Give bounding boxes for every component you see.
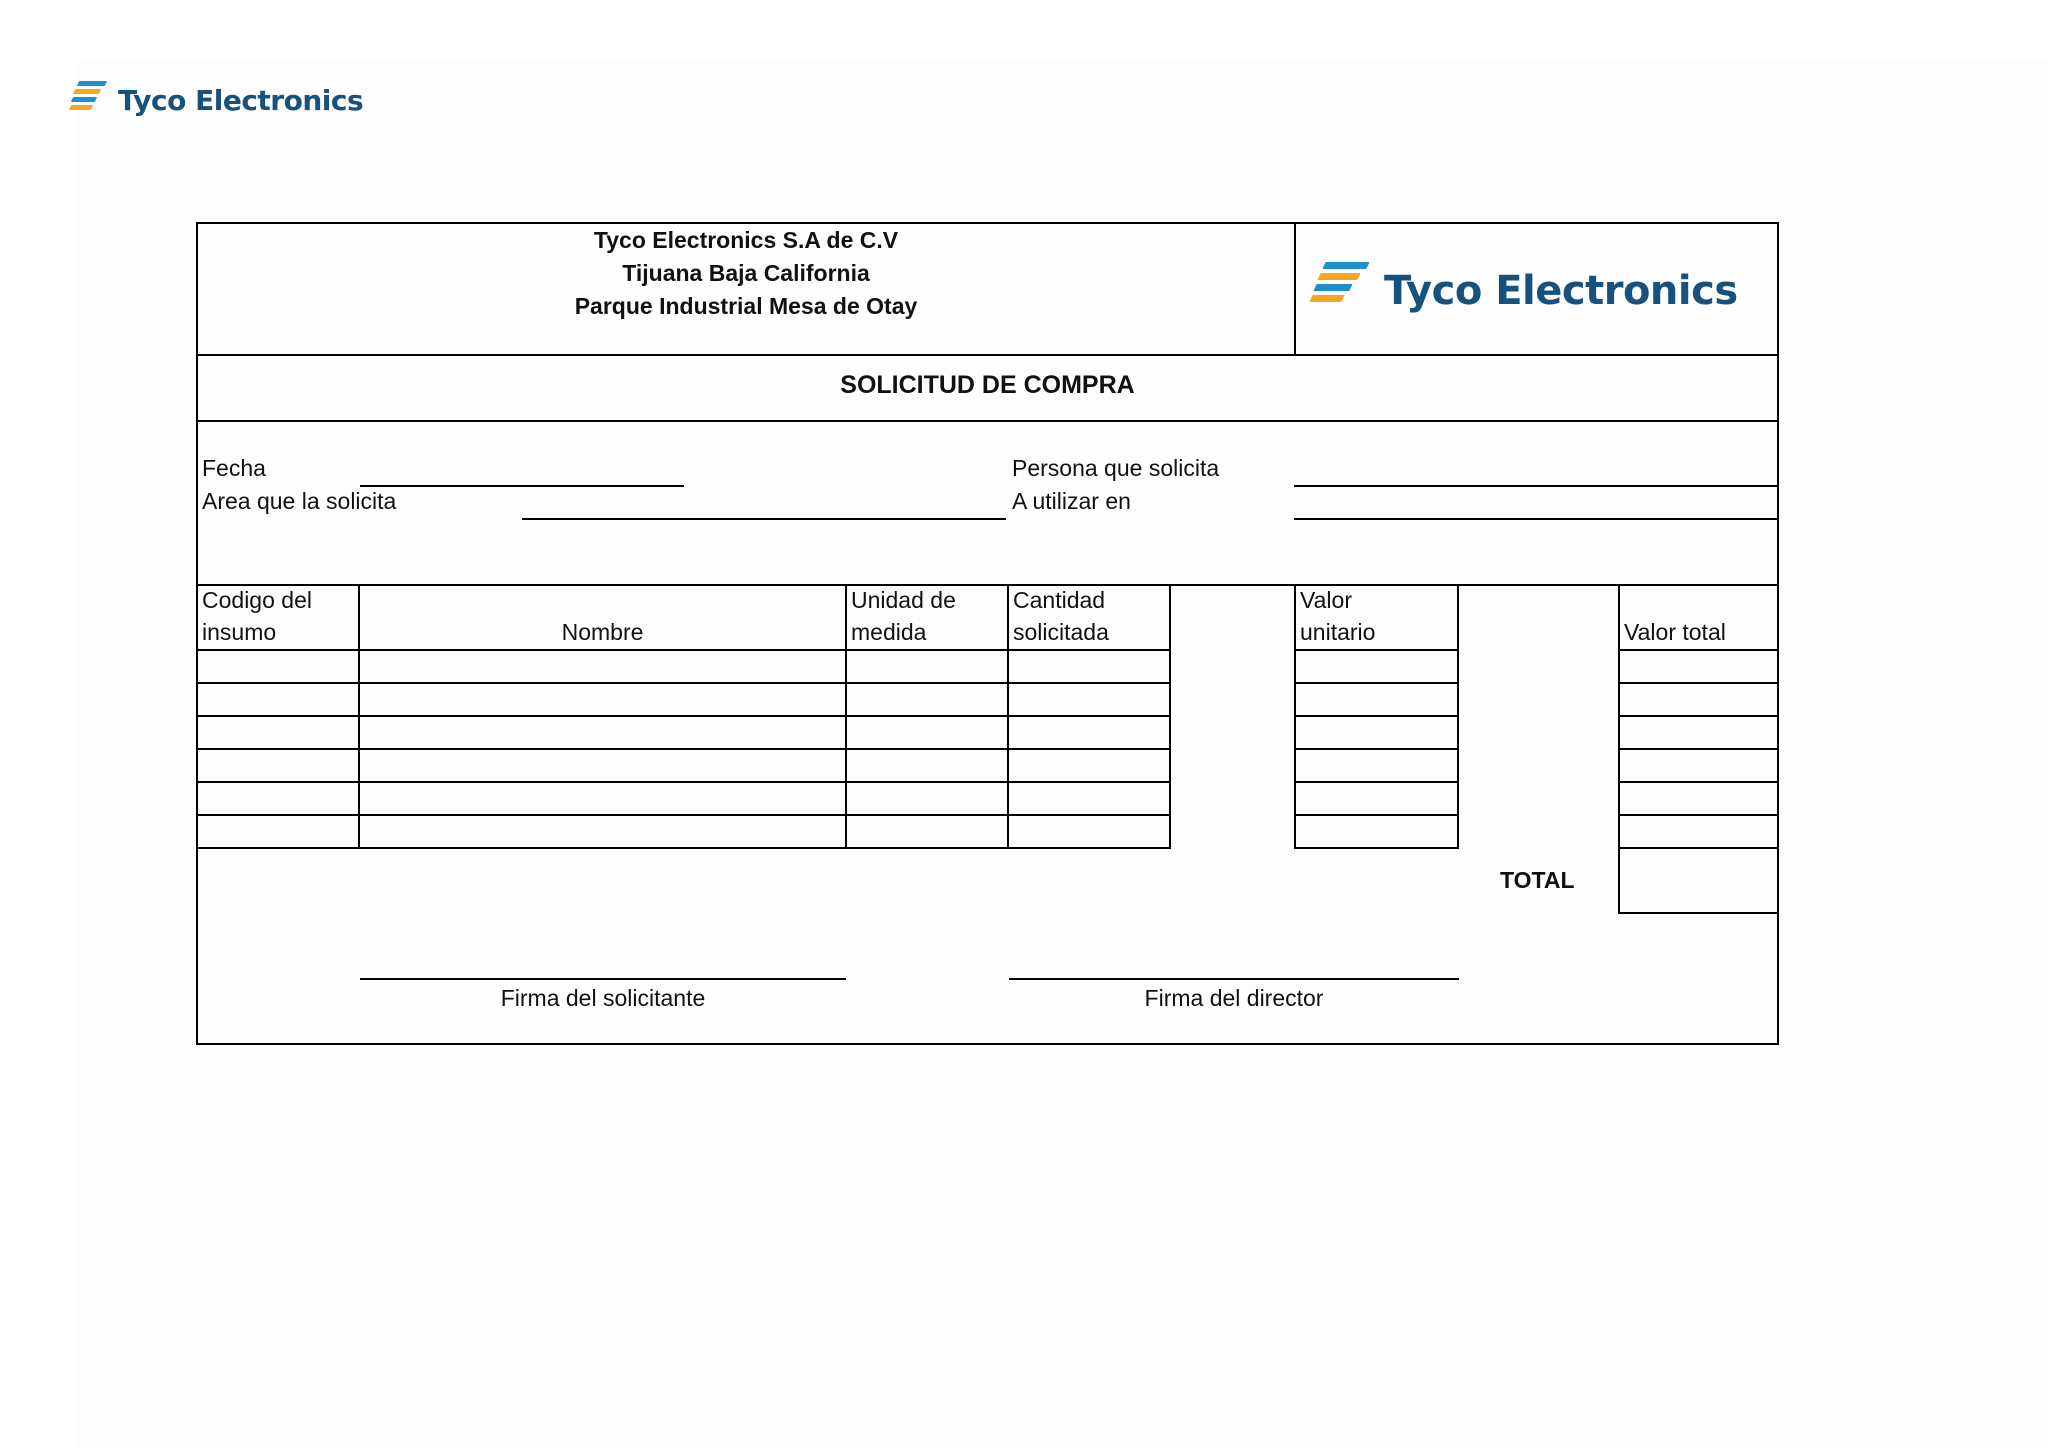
director-signature-line[interactable]	[1009, 978, 1459, 980]
form-header-logo	[1314, 252, 1738, 314]
form-title: SOLICITUD DE COMPRA	[840, 371, 1135, 399]
utilizar-field[interactable]	[1294, 518, 1777, 520]
title-bottom-rule	[198, 420, 1777, 422]
persona-label: Persona que solicita	[1012, 455, 1220, 481]
director-signature-label: Firma del director	[1144, 985, 1324, 1011]
unidad-header: Unidad de medida	[851, 587, 956, 645]
logo-wordmark: Tyco Electronics	[1384, 268, 1738, 314]
persona-field[interactable]	[1294, 485, 1777, 487]
cantidad-header: Cantidad solicitada	[1013, 587, 1109, 645]
total-label: TOTAL	[1500, 867, 1575, 893]
valor-unitario-header: Valor unitario	[1300, 587, 1376, 645]
nombre-header: Nombre	[561, 619, 644, 645]
codigo-header: Codigo del insumo	[202, 587, 312, 645]
logo-wordmark: Tyco Electronics	[118, 84, 364, 117]
purchase-request-form	[196, 222, 1779, 1045]
fecha-label: Fecha	[202, 455, 266, 481]
company-park: Parque Industrial Mesa de Otay	[574, 293, 918, 319]
tyco-stripes-icon	[72, 78, 114, 114]
area-field[interactable]	[522, 518, 1006, 520]
solicitante-signature-label: Firma del solicitante	[500, 985, 706, 1011]
company-city: Tijuana Baja California	[622, 260, 870, 286]
utilizar-label: A utilizar en	[1012, 488, 1131, 514]
fecha-field[interactable]	[360, 485, 684, 487]
header-divider	[1294, 224, 1296, 354]
page-logo	[72, 74, 363, 117]
company-name: Tyco Electronics S.A de C.V	[593, 227, 899, 253]
valor-total-header: Valor total	[1624, 619, 1726, 645]
fields-bottom-rule	[198, 584, 1777, 586]
solicitante-signature-line[interactable]	[360, 978, 846, 980]
tyco-stripes-icon	[1314, 258, 1376, 308]
header-bottom-rule	[198, 354, 1777, 356]
area-label: Area que la solicita	[202, 488, 397, 514]
